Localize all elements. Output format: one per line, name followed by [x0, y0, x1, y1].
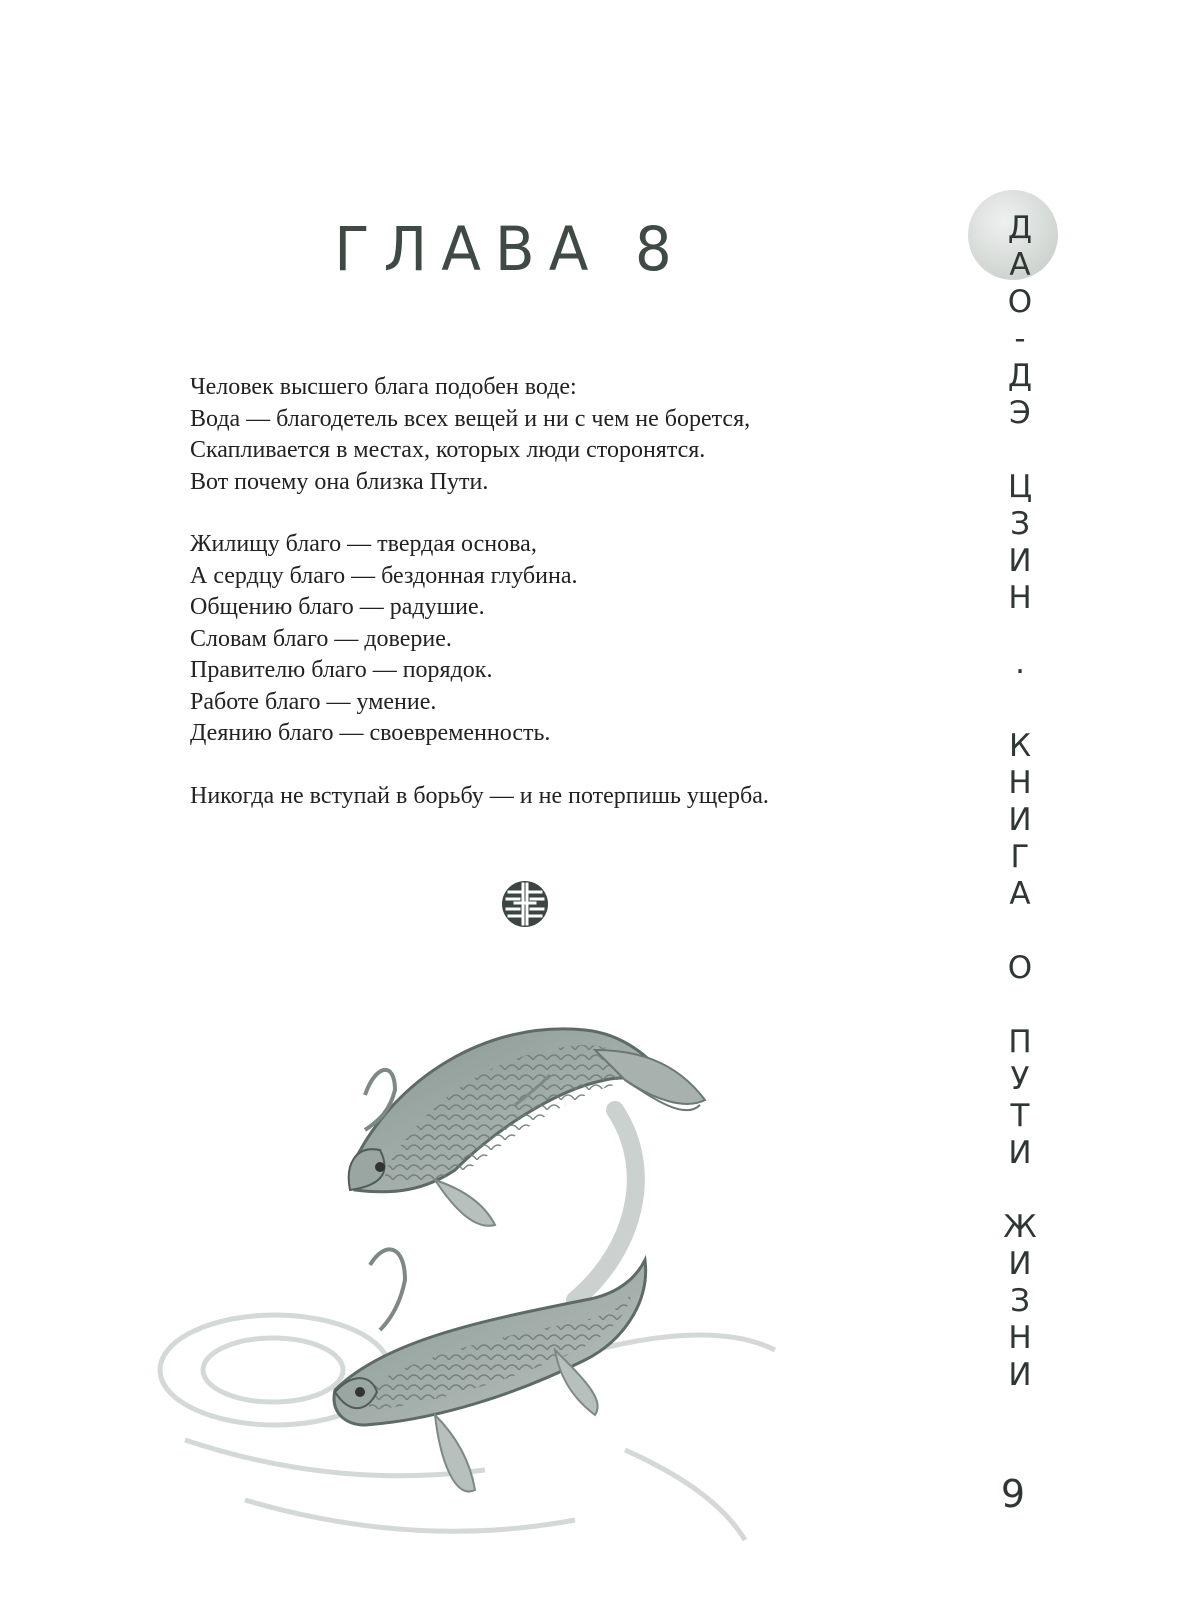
poem-line: Жилищу благо — твердая основа,	[190, 531, 537, 557]
poem-line: Деянию благо — своевременность.	[190, 720, 551, 746]
poem-line: Словам благо — доверие.	[190, 625, 452, 652]
poem-line: Никогда не вступай в борьбу — и не потерпишь ущерба.	[190, 782, 769, 809]
poem-text	[190, 372, 890, 843]
chapter-title: ГЛАВА 8	[334, 213, 686, 285]
page-number: 9	[1000, 1472, 1026, 1516]
koi-fish-top	[349, 1029, 705, 1226]
poem-stanza-2	[190, 529, 890, 750]
running-title: ДАО-ДЭ ЦЗИН · КНИГА О ПУТИ ЖИЗНИ	[1002, 210, 1038, 1394]
tail-sweep	[575, 1110, 636, 1300]
poem-line: А сердцу благо — бездонная глубина.	[190, 562, 578, 589]
poem-stanza-3	[190, 781, 890, 813]
koi-fish-illustration	[155, 1020, 795, 1580]
poem-stanza-1	[190, 372, 890, 498]
poem-line: Скапливается в местах, которых люди сторонятся.	[190, 437, 706, 463]
poem-line: Работе благо — умение.	[190, 688, 437, 715]
poem-line: Вода — благодетель всех вещей и ни с чем не борется,	[190, 405, 751, 432]
poem-line: Правителю благо — порядок.	[190, 657, 493, 683]
poem-line: Вот почему она близка Пути.	[190, 468, 489, 495]
chinese-longevity-emblem-icon	[501, 880, 549, 928]
poem-line: Человек высшего блага подобен воде:	[190, 374, 577, 400]
poem-line: Общению благо — радушие.	[190, 594, 485, 620]
